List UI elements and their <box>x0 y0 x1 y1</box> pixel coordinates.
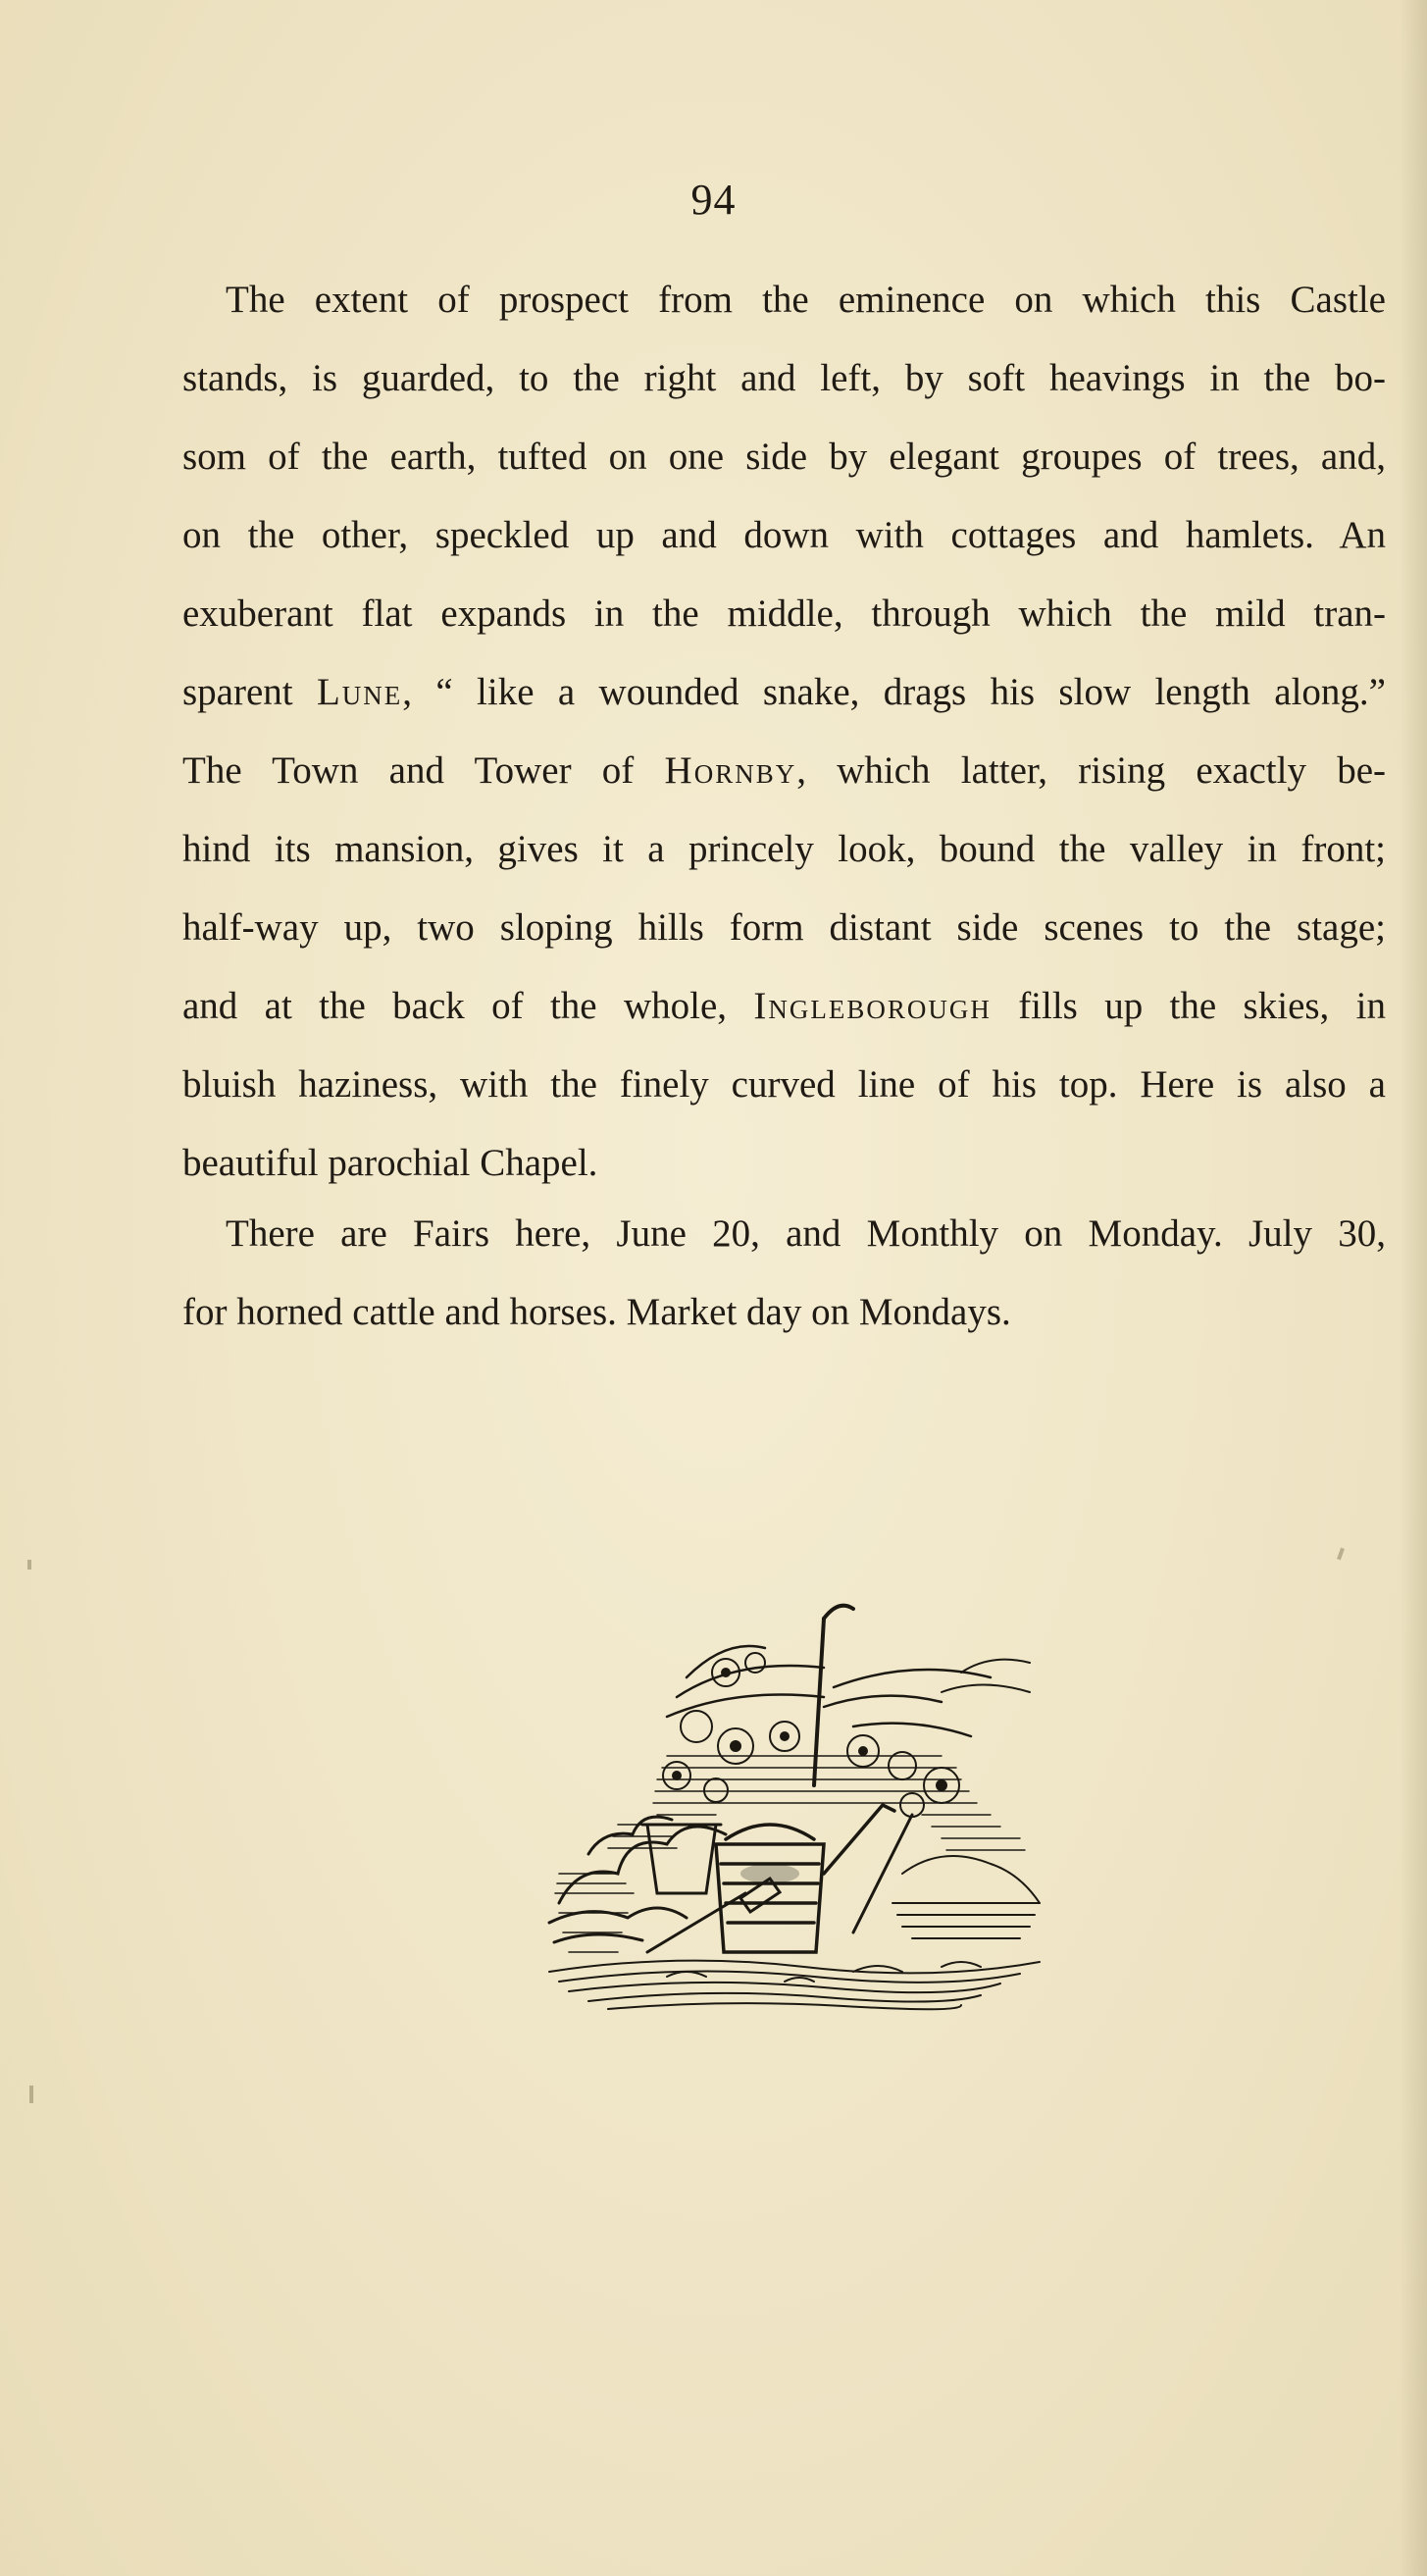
place-name-ingleborough: Ingleborough <box>753 985 992 1027</box>
text-fragment: , which latter, rising exactly be- <box>796 749 1386 792</box>
text-fragment: and at the back of the whole, <box>182 985 754 1027</box>
paper-speck <box>29 2086 33 2103</box>
text-line: bluish haziness, with the finely curved line of his top. Here is also a <box>182 1063 1386 1106</box>
text-line: beautiful parochial Chapel. <box>182 1142 598 1184</box>
place-name-lune: Lune <box>316 671 403 713</box>
text-line <box>182 967 1386 1046</box>
paper-speck <box>27 1560 31 1570</box>
text-line <box>182 732 1386 810</box>
text-line: hind its mansion, gives it a princely look, bound the valley in front; <box>182 828 1386 870</box>
paragraph-prospect <box>182 261 1386 1203</box>
text-line: for horned cattle and horses. Market day on Mondays. <box>182 1291 1011 1333</box>
text-line: on the other, speckled up and down with cottages and hamlets. An <box>182 514 1386 556</box>
page-number: 94 <box>690 176 737 224</box>
text-fragment: sparent <box>182 671 317 713</box>
text-fragment: , “ like a wounded snake, drags his slow length along.” <box>402 671 1386 713</box>
page-edge-shadow <box>1400 0 1427 2576</box>
text-fragment: fills up the skies, in <box>991 985 1386 1027</box>
text-line: There are Fairs here, June 20, and Monthly on Monday. July 30, <box>226 1212 1386 1255</box>
text-line: som of the earth, tufted on one side by elegant groupes of trees, and, <box>182 436 1386 478</box>
text-line <box>182 653 1386 732</box>
text-line: half-way up, two sloping hills form distant side scenes to the stage; <box>182 906 1386 949</box>
text-fragment: The Town and Tower of <box>182 749 665 792</box>
place-name-hornby: Hornby <box>664 749 797 792</box>
text-line: exuberant flat expands in the middle, through which the mild tran- <box>182 592 1386 635</box>
text-line: The extent of prospect from the eminence on which this Castle <box>226 279 1386 321</box>
text-line: stands, is guarded, to the right and left, by soft heavings in the bo- <box>182 357 1386 399</box>
garden-vignette-illustration <box>530 1579 1059 2031</box>
paragraph-fairs <box>182 1195 1386 1352</box>
